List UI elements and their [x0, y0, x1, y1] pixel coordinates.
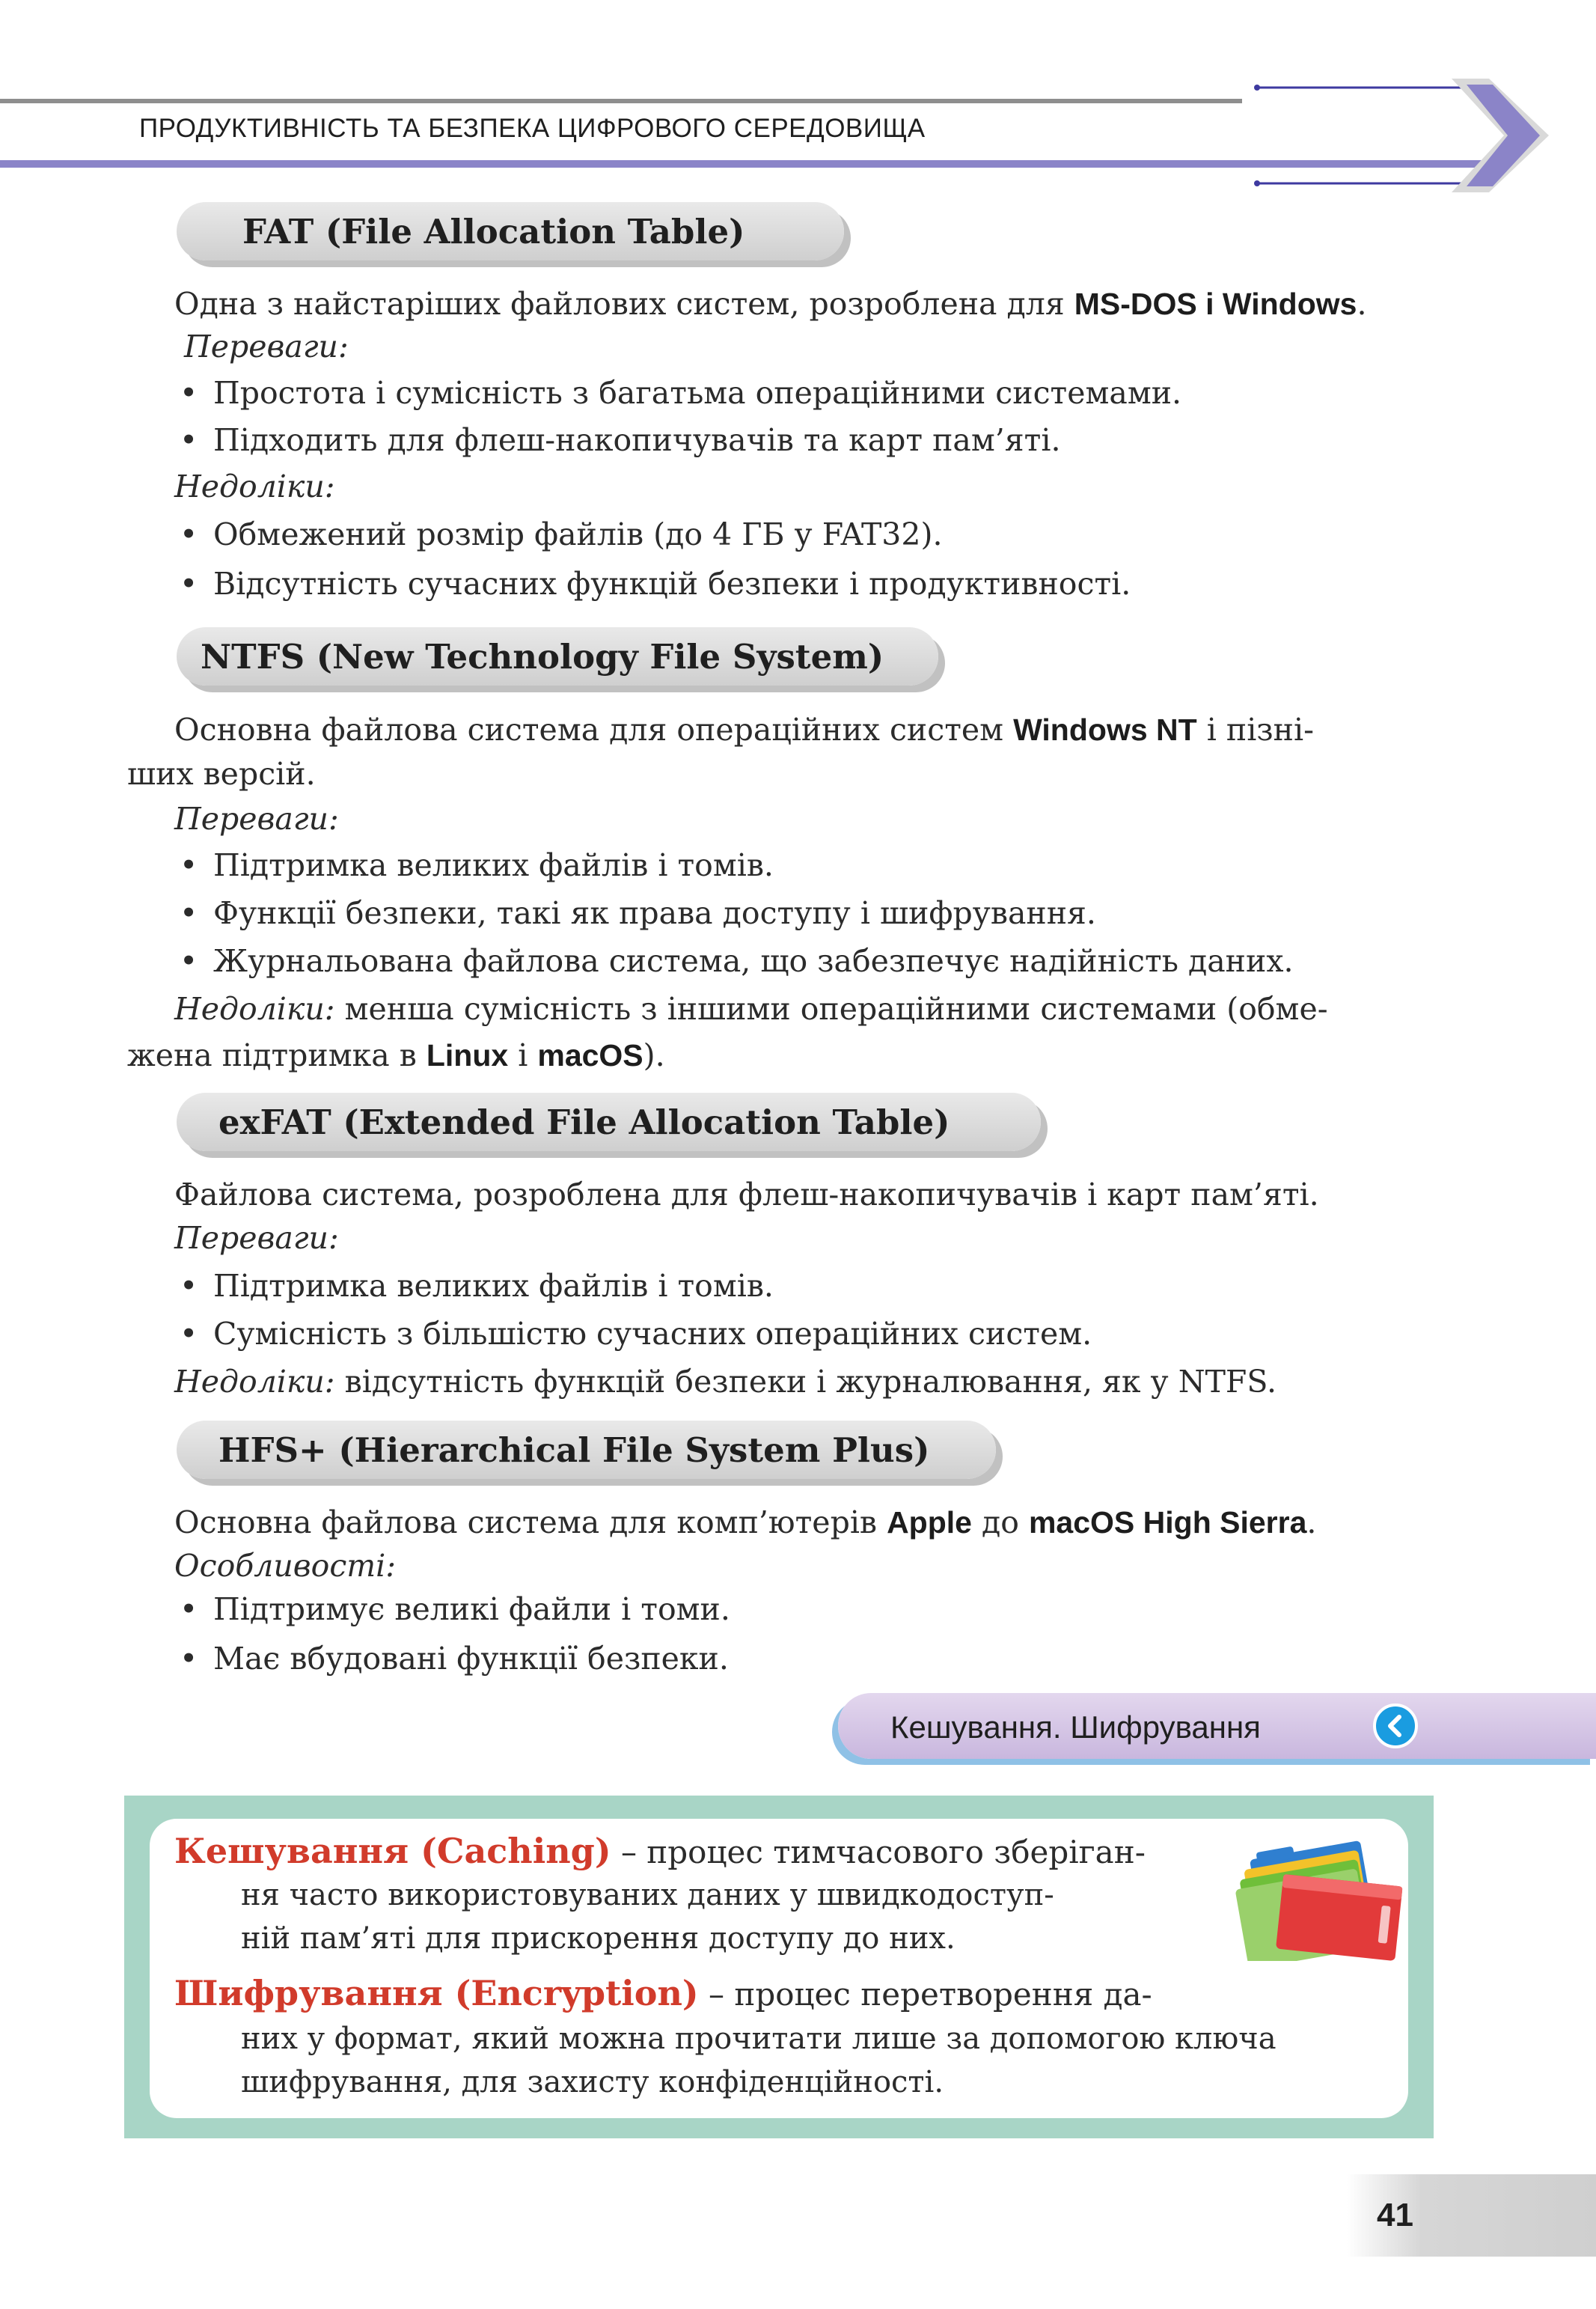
encryption-definition-cont: шифрування, для захисту конфіденційності. [241, 2065, 944, 2099]
section-heading-fat [177, 202, 844, 260]
bullet: • [180, 1316, 198, 1352]
header-arrow-icon [1227, 71, 1564, 198]
bullet: • [180, 516, 198, 552]
list-item: Підтримка великих файлів і томів. [213, 1268, 774, 1304]
chevron-left-icon[interactable] [1373, 1703, 1418, 1748]
running-header: ПРОДУКТИВНІСТЬ ТА БЕЗПЕКА ЦИФРОВОГО СЕРЕДОВИЩА [139, 114, 926, 143]
text-run: . [1357, 286, 1367, 322]
section-heading-text: exFAT (Extended File Allocation Table) [218, 1102, 950, 1142]
list-item: Простота і сумісність з багатьма операційними системами. [213, 375, 1182, 411]
text-run: і пізні- [1196, 712, 1314, 748]
text-run: Одна з найстаріших файлових систем, розроблена для [174, 286, 1074, 322]
text-run: – процес перетворення да- [698, 1976, 1152, 2013]
text-run: до [971, 1504, 1029, 1540]
text-run: жена підтримка в [127, 1037, 426, 1073]
bullet: • [180, 375, 198, 411]
topic-nav-label: Кешування. Шифрування [890, 1709, 1261, 1745]
cons-label: Недоліки: [174, 1364, 335, 1400]
bullet: • [180, 847, 198, 883]
features-label: Особливості: [174, 1548, 397, 1584]
bullet: • [180, 1591, 198, 1627]
text-run-bold: Windows NT [1013, 713, 1197, 747]
ntfs-cons-cont [127, 1037, 665, 1073]
list-item: Обмежений розмір файлів (до 4 ГБ у FAT32). [213, 516, 943, 552]
section-heading-ntfs [177, 627, 938, 686]
bullet: • [180, 422, 198, 458]
cons-label: Недоліки: [174, 991, 335, 1027]
text-run: Основна файлова система для операційних систем [174, 712, 1014, 748]
caching-term: Кешування (Caching) [174, 1831, 611, 1871]
list-item: Підтримує великі файли і томи. [213, 1591, 730, 1627]
text-run: – процес тимчасового зберіган- [611, 1834, 1146, 1870]
hfs-description [174, 1504, 1317, 1540]
bullet: • [180, 566, 198, 602]
text-run: ). [643, 1037, 665, 1073]
text-run-bold: macOS High Sierra [1028, 1505, 1307, 1540]
bullet: • [180, 1268, 198, 1304]
page-number: 41 [1377, 2197, 1413, 2233]
pros-label: Переваги: [174, 1220, 339, 1256]
section-heading-exfat [177, 1093, 1041, 1151]
bullet: • [180, 895, 198, 931]
list-item: Відсутність сучасних функцій безпеки і продуктивності. [213, 566, 1131, 602]
cons-label: Недоліки: [174, 469, 335, 504]
bullet: • [180, 1641, 198, 1677]
bullet: • [180, 943, 198, 979]
ntfs-description [174, 712, 1314, 748]
caching-definition [174, 1831, 1146, 1871]
exfat-description: Файлова система, розроблена для флеш-накопичувачів і карт пам’яті. [174, 1177, 1319, 1213]
encryption-definition [174, 1973, 1152, 2013]
topic-nav-badge[interactable] [838, 1693, 1596, 1759]
list-item: Має вбудовані функції безпеки. [213, 1641, 729, 1677]
ntfs-cons [174, 991, 1328, 1027]
caching-definition-cont: ній пам’яті для прискорення доступу до них. [241, 1921, 956, 1956]
list-item: Підходить для флеш-накопичувачів та карт пам’яті. [213, 422, 1061, 458]
caching-definition-cont: ня часто використовуваних даних у швидкодоступ- [241, 1878, 1054, 1912]
section-heading-text: HFS+ (Hierarchical File System Plus) [218, 1430, 930, 1470]
encryption-term: Шифрування (Encryption) [174, 1973, 699, 2013]
list-item: Журнальована файлова система, що забезпечує надійність даних. [213, 943, 1294, 979]
text-run-bold: macOS [537, 1038, 643, 1073]
pros-label: Переваги: [184, 329, 349, 365]
text-run: менша сумісність з іншими операційними системами (обме- [334, 991, 1328, 1027]
text-run: Основна файлова система для комп’ютерів [174, 1504, 887, 1540]
text-run-bold: Apple [887, 1505, 972, 1540]
section-heading-text: FAT (File Allocation Table) [242, 211, 745, 251]
list-item: Підтримка великих файлів і томів. [213, 847, 774, 883]
text-run: . [1306, 1504, 1317, 1540]
header-rule-top [0, 99, 1242, 103]
exfat-cons [174, 1364, 1277, 1400]
text-run-bold: MS-DOS і Windows [1074, 287, 1357, 321]
pros-label: Переваги: [174, 801, 339, 837]
text-run-bold: Linux [426, 1038, 509, 1073]
encryption-definition-cont: них у формат, який можна прочитати лише за допомогою ключа [241, 2022, 1277, 2056]
list-item: Функції безпеки, такі як права доступу і шифрування. [213, 895, 1096, 931]
ntfs-description-cont: ших версій. [127, 756, 316, 792]
fat-description [174, 286, 1367, 322]
folders-icon [1227, 1834, 1407, 1961]
text-run: і [508, 1037, 538, 1073]
text-run: відсутність функцій безпеки і журналювання, як у NTFS. [334, 1364, 1277, 1400]
section-heading-hfs [177, 1421, 996, 1479]
list-item: Сумісність з більшістю сучасних операційних систем. [213, 1316, 1092, 1352]
section-heading-text: NTFS (New Technology File System) [201, 636, 884, 677]
